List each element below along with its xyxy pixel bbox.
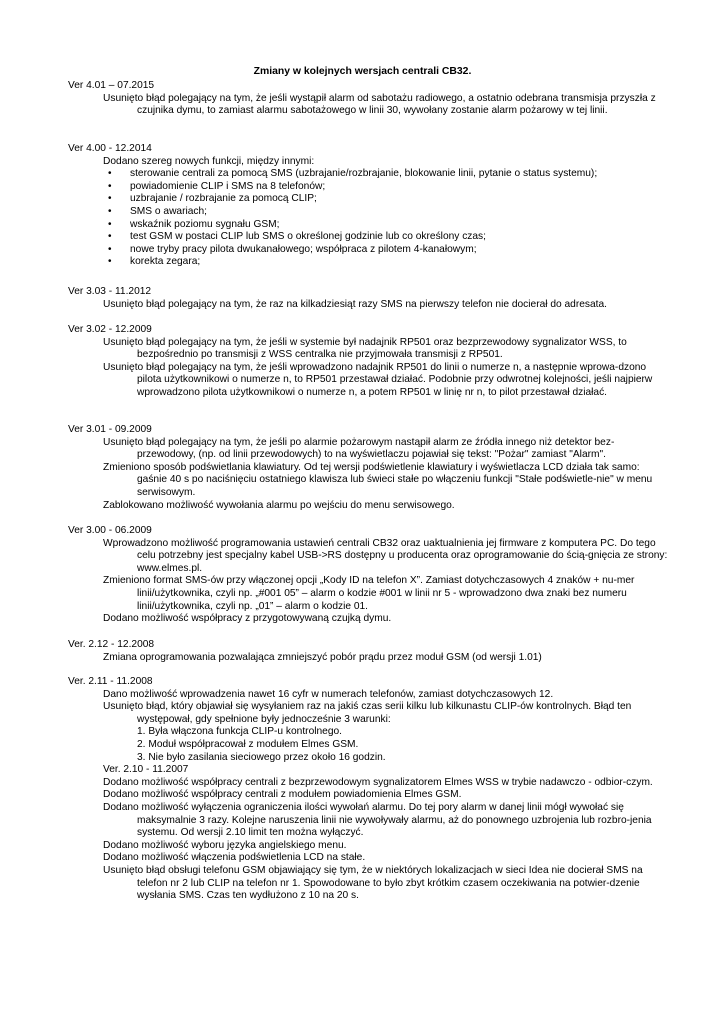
section-ver-2-12 xyxy=(68,639,668,664)
version-heading: Ver. 2.11 - 11.2008 xyxy=(68,676,153,687)
change-entry: Dodano możliwość współpracy centrali z modułem powiadomienia Elmes GSM. xyxy=(103,789,462,801)
change-entry: Zmiana oprogramowania pozwalająca zmniejszyć pobór prądu przez moduł GSM (od wersji 1.01) xyxy=(103,651,542,663)
change-entry: Dodano możliwość włączenia podświetlenia LCD na stałe. xyxy=(103,852,366,864)
change-entry: Dodano możliwość współpracy z przygotowywaną czujką dymu. xyxy=(103,613,392,625)
document-title: Zmiany w kolejnych wersjach centrali CB32. xyxy=(253,66,472,77)
feature-item: • uzbrajanie / rozbrajanie za pomocą CLIP; xyxy=(68,193,668,206)
change-entry: Usunięto błąd, który objawiał się wysyłaniem raz na jakiś czas serii kilku lub kilkunastu CLIP-ów kontrolnych. Błąd ten występował, gdy spełnione były jednocześnie 3 warunki: xyxy=(103,701,632,725)
change-entry: Zmieniono sposób podświetlania klawiatury. Od tej wersji podświetlenie klawiatury i wyświetlacza LCD działa tak samo: gaśnie 40 s po naciśnięciu ostatniego klawisza lub świeci stałe po włączeniu funkcji "Stałe podświetle-nie" w menu serwisowym. xyxy=(103,461,653,498)
change-intro: Dodano szereg nowych funkcji, między innymi: xyxy=(103,155,315,167)
section-ver-3-00 xyxy=(68,525,668,626)
feature-item: • test GSM w postaci CLIP lub SMS o określonej godzinie lub co określony czas; xyxy=(68,231,668,244)
section-ver-3-03 xyxy=(68,286,668,311)
section-ver-3-02 xyxy=(68,324,668,400)
feature-item: • SMS o awariach; xyxy=(68,206,668,219)
version-heading: Ver 3.02 - 12.2009 xyxy=(68,324,152,335)
change-entry: Usunięto błąd polegający na tym, że raz na kilkadziesiąt razy SMS na pierwszy telefon nie docierał do adresata. xyxy=(103,298,607,310)
section-ver-3-01 xyxy=(68,424,668,512)
change-entry: Zmieniono format SMS-ów przy włączonej opcji „Kody ID na telefon X”. Zamiast dotychczasowych 4 znaków + nu-mer linii/użytkownika, czyli np. „#001 05” – alarm o kodzie #001 w linii nr 5 - wprowadzono dwa znaki bez numeru linii/użytkownika, czyli np. „01” – alarm o kodzie 01. xyxy=(103,575,635,612)
section-ver-4-00 xyxy=(68,143,668,269)
change-entry: Dodano możliwość współpracy centrali z bezprzewodowym sygnalizatorem Elmes WSS w trybie nadawczo - odbior-czym. xyxy=(103,776,653,788)
change-entry: Usunięto błąd obsługi telefonu GSM objawiający się tym, że w niektórych lokalizacjach w sieci Idea nie docierał SMS na telefon nr 2 lub CLIP na telefon nr 1. Spowodowane to było zbyt krótkim czasem oczekiwania na potwier-dzenie wysłania SMS. Czas ten wydłużono z 10 na 20 s. xyxy=(103,864,643,902)
condition-item: 2. Moduł współpracował z modułem Elmes GSM. xyxy=(137,738,359,750)
condition-item: 1. Była włączona funkcja CLIP-u kontrolnego. xyxy=(137,726,342,738)
section-ver-4-01 xyxy=(68,80,668,118)
change-entry: Dano możliwość wprowadzenia nawet 16 cyfr w numerach telefonów, zamiast dotychczasowych 12. xyxy=(103,688,554,700)
feature-item: • korekta zegara; xyxy=(68,256,668,269)
version-heading: Ver 3.01 - 09.2009 xyxy=(68,424,152,435)
change-entry: Zablokowano możliwość wywołania alarmu po wejściu do menu serwisowego. xyxy=(103,499,455,511)
change-entry: Wprowadzono możliwość programowania ustawień centrali CB32 oraz uaktualnienia jej firmware z komputera PC. Do tego celu potrzebny jest specjalny kabel USB->RS dostępny u producenta oraz oprogramowanie do ścią-gnięcia ze strony: www.elmes.pl. xyxy=(103,537,668,574)
change-entry: Usunięto błąd polegający na tym, że jeśli wystąpił alarm od sabotażu radiowego, a ostatnio odebrana transmisja przyszła z czujnika dymu, to zamiast alarmu sabotażowego w linii 30, wywołany zostanie alarm pożarowy w tej linii. xyxy=(103,92,656,117)
section-ver-2-11 xyxy=(68,676,668,903)
feature-list xyxy=(68,168,668,269)
condition-item: 3. Nie było zasilania sieciowego przez około 16 godzin. xyxy=(137,751,386,763)
version-heading: Ver. 2.12 - 12.2008 xyxy=(68,639,155,650)
feature-item: • wskaźnik poziomu sygnału GSM; xyxy=(68,219,668,232)
feature-item: • sterowanie centrali za pomocą SMS (uzbrajanie/rozbrajanie, blokowanie linii, pytanie o status systemu); xyxy=(68,168,668,181)
change-entry: Dodano możliwość wyłączenia ograniczenia ilości wywołań alarmu. Do tej pory alarm w danej linii mógł wywołać się maksymalnie 3 razy. Kolejne naruszenia linii nie wywoływały alarmu, aż do ponownego uzbrojenia lub rozbro-jenia systemu. Od wersji 2.10 limit ten można wyłączyć. xyxy=(103,801,652,839)
change-entry: Usunięto błąd polegający na tym, że jeśli w systemie był nadajnik RP501 oraz bezprzewodowy sygnalizator WSS, to bezpośrednio po transmisji z WSS centralka nie przyjmowała transmisji z RP501. xyxy=(103,336,627,361)
feature-item: • powiadomienie CLIP i SMS na 8 telefonów; xyxy=(68,181,668,194)
version-heading-nested: Ver. 2.10 - 11.2007 xyxy=(103,764,189,776)
version-heading: Ver 3.00 - 06.2009 xyxy=(68,525,152,536)
feature-item: • nowe tryby pracy pilota dwukanałowego; współpraca z pilotem 4-kanałowym; xyxy=(68,244,668,257)
version-heading: Ver 4.00 - 12.2014 xyxy=(68,143,152,154)
change-entry: Dodano możliwość wyboru języka angielskiego menu. xyxy=(103,839,347,851)
change-entry: Usunięto błąd polegający na tym, że jeśli po alarmie pożarowym nastąpił alarm ze źródła innego niż detektor bez-przewodowy, (np. od linii przewodowych) to na wyświetlaczu pojawiał się tekst: "Pożar" zamiast "Alarm". xyxy=(103,436,615,461)
change-entry: Usunięto błąd polegający na tym, że jeśli wprowadzono nadajnik RP501 do linii o numerze n, a następnie wprowa-dzono pilota użytkownikowi o numerze n, to RP501 przestawał działać. Podobnie przy odwrotnej kolejności, jeśli najpierw wprowadzono pilota użytkownikowi o numerze n, a potem RP501 w linię nr n, to pilot przestawał działać. xyxy=(103,361,653,398)
version-heading: Ver 4.01 – 07.2015 xyxy=(68,80,155,91)
version-heading: Ver 3.03 - 11.2012 xyxy=(68,286,152,297)
